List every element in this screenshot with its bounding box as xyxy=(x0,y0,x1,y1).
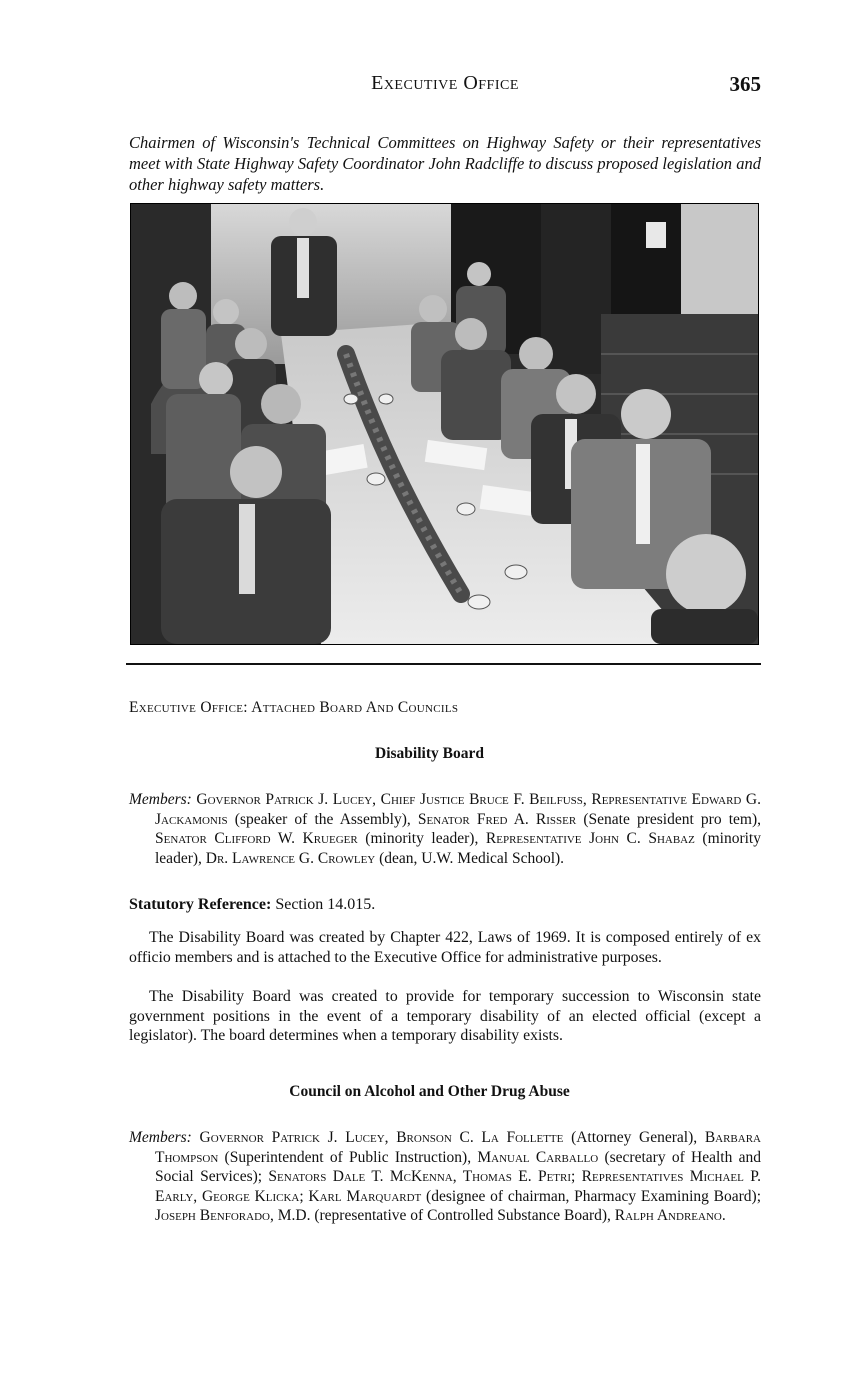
statutory-reference-label: Statutory Reference: xyxy=(129,896,272,913)
disability-board-title: Disability Board xyxy=(375,745,484,762)
disability-board-paragraph-2: The Disability Board was created to provide for temporary succession to Wisconsin state government positions in the event of a temporary disability of an elected official (except a legislator). The board determines when a temporary disability exists. xyxy=(129,988,761,1044)
section-divider xyxy=(126,663,761,665)
disability-board-members xyxy=(129,790,761,868)
member-segment: (minority leader) xyxy=(365,830,475,847)
member-segment: , Manual Carballo xyxy=(467,1148,605,1166)
member-segment: , Ralph Andreano. xyxy=(607,1207,726,1224)
members-list xyxy=(155,791,761,867)
member-segment: (minority leader) xyxy=(155,830,761,867)
member-segment: Governor Patrick J. Lucey, Chief Justice Bruce F. Beilfuss, Representative Edward G. Jackamonis xyxy=(155,791,761,828)
member-segment: (designee of chairman, Pharmacy Examining Board) xyxy=(426,1187,757,1205)
page-number: 365 xyxy=(729,72,761,96)
disability-board-paragraph-1: The Disability Board was created by Chapter 422, Laws of 1969. It is composed entirely of ex officio members and is attached to the Executive Office for administrative purposes. xyxy=(129,929,761,966)
members-label: Members: xyxy=(129,1129,192,1146)
section-heading: Executive Office: Attached Board And Councils xyxy=(129,699,459,716)
statutory-reference-value: Section 14.015. xyxy=(275,896,376,913)
member-segment: Governor Patrick J. Lucey, Bronson C. La Follette xyxy=(199,1129,572,1146)
running-head xyxy=(129,72,761,102)
alcohol-council-members xyxy=(129,1128,761,1226)
meeting-photo-illustration xyxy=(131,204,758,644)
member-segment: M.D. (representative of Controlled Substance Board) xyxy=(277,1207,608,1224)
member-segment: , Senator Fred A. Risser xyxy=(406,810,584,828)
statutory-reference xyxy=(129,896,761,914)
member-segment: , Barbara Thompson xyxy=(155,1129,761,1166)
member-segment: , Dr. Lawrence G. Crowley xyxy=(198,849,380,867)
member-segment: (speaker of the Assembly) xyxy=(234,810,407,828)
member-segment: , Representative John C. Shabaz xyxy=(474,830,703,847)
alcohol-council-title: Council on Alcohol and Other Drug Abuse xyxy=(289,1083,570,1100)
members-label: Members: xyxy=(129,791,192,808)
members-list xyxy=(155,1129,761,1224)
member-segment: (Attorney General) xyxy=(571,1129,694,1146)
photo-caption: Chairmen of Wisconsin's Technical Committees on Highway Safety or their representatives meet with State Highway Safety Coordinator John Radcliffe to discuss proposed legislation and other highway safety matters. xyxy=(129,133,761,194)
member-segment: , Senator Clifford W. Krueger xyxy=(155,810,762,847)
member-segment: (secretary of Health and Social Services) xyxy=(155,1148,762,1185)
running-head-title: Executive Office xyxy=(371,72,519,94)
member-segment: ; Senators Dale T. McKenna, Thomas E. Petri; Representatives Michael P. Early, George Klicka; Karl Marquardt xyxy=(155,1168,761,1205)
member-segment: (Senate president pro tem) xyxy=(583,810,758,828)
meeting-photo xyxy=(130,203,759,645)
member-segment: ; Joseph Benforado, xyxy=(155,1187,761,1224)
member-segment: (dean, U.W. Medical School). xyxy=(379,849,565,867)
member-segment: (Superintendent of Public Instruction) xyxy=(224,1148,468,1166)
